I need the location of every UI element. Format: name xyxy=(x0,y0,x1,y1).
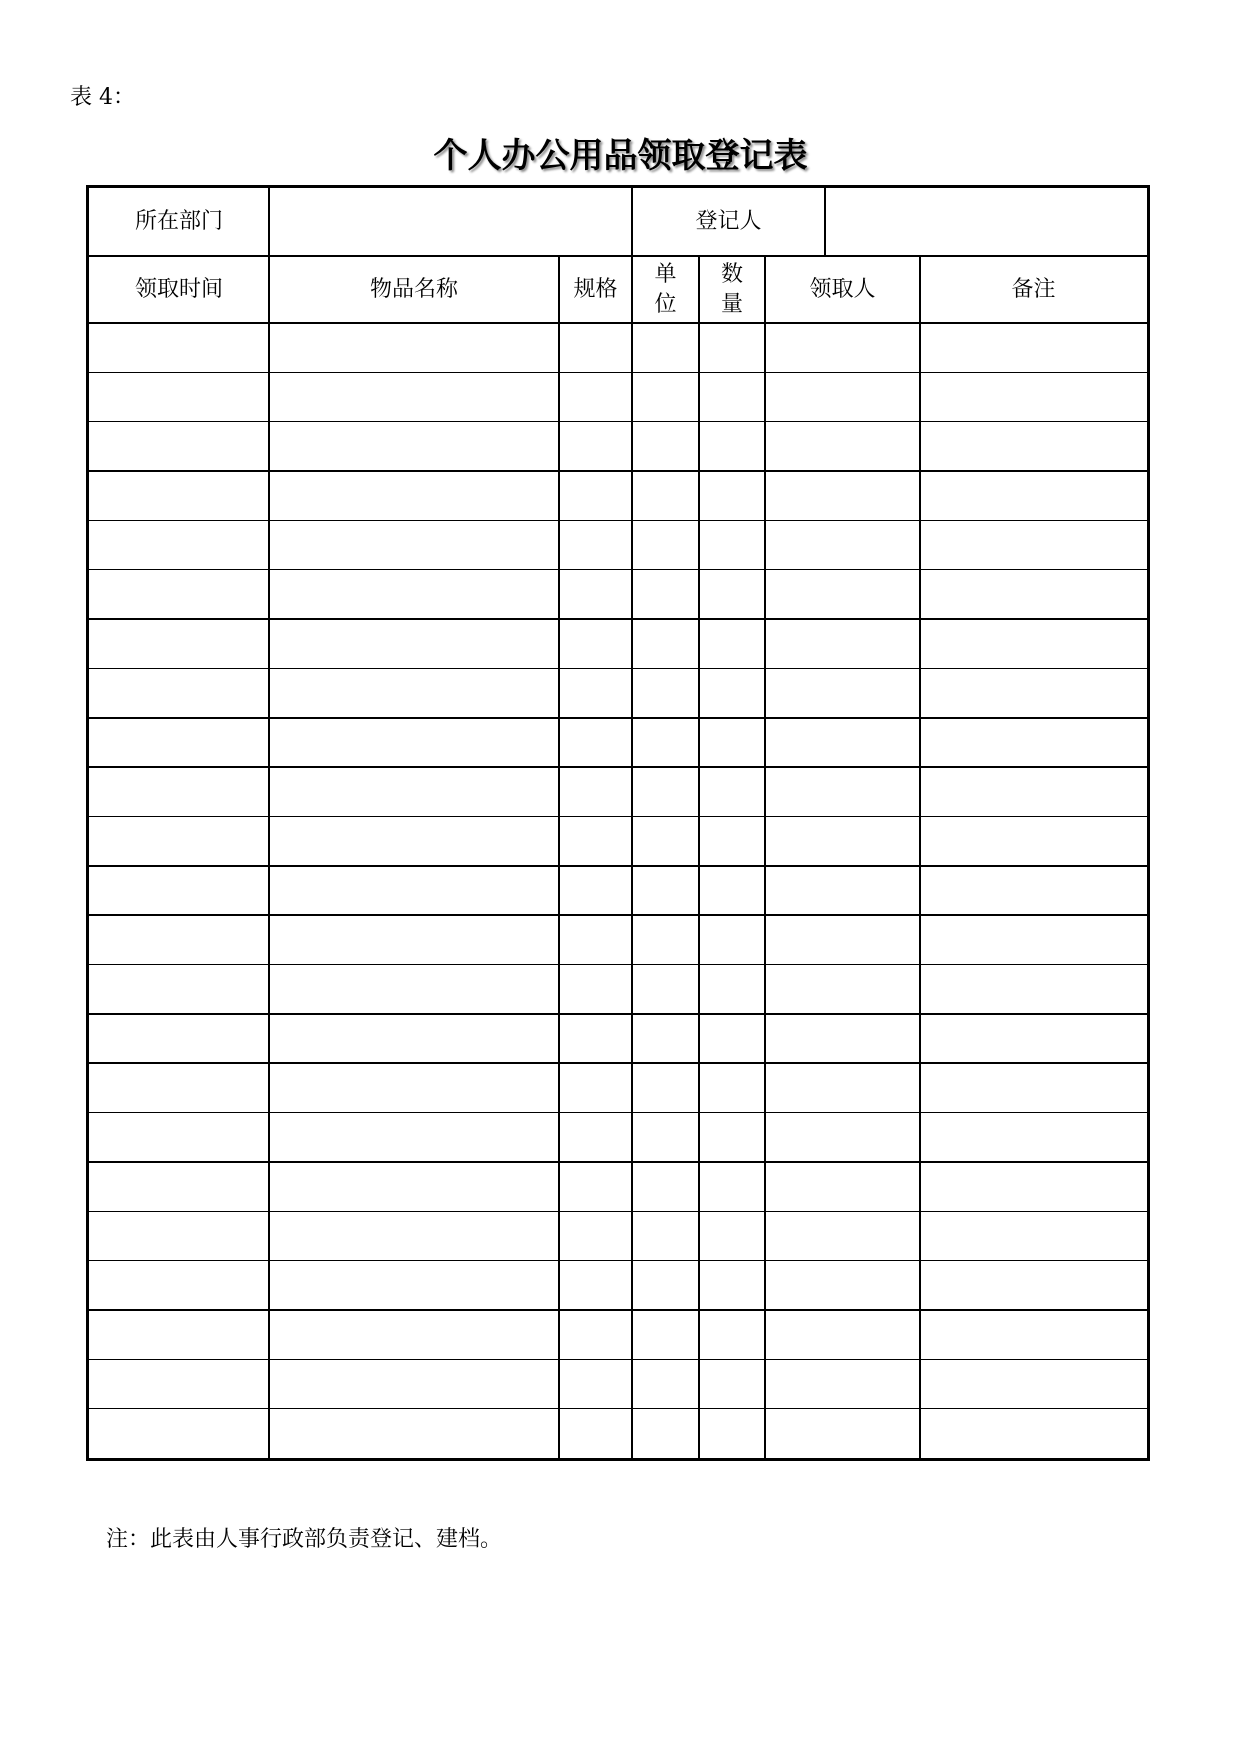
row-21-qty-cell[interactable] xyxy=(699,1310,765,1359)
row-15-remarks-cell[interactable] xyxy=(920,1014,1147,1063)
row-1-time-cell[interactable] xyxy=(89,323,269,372)
row-2-unit-cell[interactable] xyxy=(632,372,699,421)
row-2-remarks-cell[interactable] xyxy=(920,372,1147,421)
row-14-remarks-cell[interactable] xyxy=(920,965,1147,1014)
row-14-item-cell[interactable] xyxy=(269,965,559,1014)
row-10-spec-cell[interactable] xyxy=(559,767,632,816)
footnote: 注：此表由人事行政部负责登记、建档。 xyxy=(106,1527,503,1552)
row-6-unit-cell[interactable] xyxy=(632,570,699,619)
row-11-time-cell[interactable] xyxy=(89,816,269,865)
row-18-spec-cell[interactable] xyxy=(559,1162,632,1211)
row-16-time-cell[interactable] xyxy=(89,1063,269,1112)
row-9-receiver-cell[interactable] xyxy=(765,718,920,767)
row-13-spec-cell[interactable] xyxy=(559,915,632,964)
column-header-spec: 规格 xyxy=(573,276,618,302)
row-19-remarks-cell[interactable] xyxy=(920,1211,1147,1260)
row-16-spec-cell[interactable] xyxy=(559,1063,632,1112)
row-15-time-cell[interactable] xyxy=(89,1014,269,1063)
row-13-receiver-cell[interactable] xyxy=(765,915,920,964)
row-1-receiver-cell[interactable] xyxy=(765,323,920,372)
row-15-qty-cell[interactable] xyxy=(699,1014,765,1063)
row-8-unit-cell[interactable] xyxy=(632,668,699,717)
row-7-time-cell[interactable] xyxy=(89,619,269,668)
row-23-spec-cell[interactable] xyxy=(559,1409,632,1458)
row-6-receiver-cell[interactable] xyxy=(765,570,920,619)
row-16-unit-cell[interactable] xyxy=(632,1063,699,1112)
row-19-unit-cell[interactable] xyxy=(632,1211,699,1260)
row-5-remarks-cell[interactable] xyxy=(920,520,1147,569)
row-8-receiver-cell[interactable] xyxy=(765,668,920,717)
row-22-spec-cell[interactable] xyxy=(559,1359,632,1408)
row-17-item-cell[interactable] xyxy=(269,1113,559,1162)
row-22-remarks-cell[interactable] xyxy=(920,1359,1147,1408)
row-14-qty-cell[interactable] xyxy=(699,965,765,1014)
row-15-spec-cell[interactable] xyxy=(559,1014,632,1063)
row-23-item-cell[interactable] xyxy=(269,1409,559,1458)
row-1-unit-cell[interactable] xyxy=(632,323,699,372)
row-16-remarks-cell[interactable] xyxy=(920,1063,1147,1112)
row-8-remarks-cell[interactable] xyxy=(920,668,1147,717)
row-13-qty-cell[interactable] xyxy=(699,915,765,964)
row-9-spec-cell[interactable] xyxy=(559,718,632,767)
row-10-qty-cell[interactable] xyxy=(699,767,765,816)
row-18-time-cell[interactable] xyxy=(89,1162,269,1211)
column-header-remarks: 备注 xyxy=(1011,276,1056,302)
row-4-remarks-cell[interactable] xyxy=(920,471,1147,520)
registrar-label: 登记人 xyxy=(695,209,762,235)
row-9-unit-cell[interactable] xyxy=(632,718,699,767)
row-11-remarks-cell[interactable] xyxy=(920,816,1147,865)
row-12-unit-cell[interactable] xyxy=(632,866,699,915)
row-23-remarks-cell[interactable] xyxy=(920,1409,1147,1458)
registration-form-table xyxy=(86,185,1150,1461)
row-15-item-cell[interactable] xyxy=(269,1014,559,1063)
row-20-spec-cell[interactable] xyxy=(559,1261,632,1310)
row-11-unit-cell[interactable] xyxy=(632,816,699,865)
row-9-time-cell[interactable] xyxy=(89,718,269,767)
row-5-spec-cell[interactable] xyxy=(559,520,632,569)
row-5-time-cell[interactable] xyxy=(89,520,269,569)
row-12-item-cell[interactable] xyxy=(269,866,559,915)
row-6-spec-cell[interactable] xyxy=(559,570,632,619)
row-13-time-cell[interactable] xyxy=(89,915,269,964)
table-rule xyxy=(631,188,633,256)
row-20-time-cell[interactable] xyxy=(89,1261,269,1310)
row-10-item-cell[interactable] xyxy=(269,767,559,816)
row-22-time-cell[interactable] xyxy=(89,1359,269,1408)
row-2-spec-cell[interactable] xyxy=(559,372,632,421)
row-6-qty-cell[interactable] xyxy=(699,570,765,619)
row-21-spec-cell[interactable] xyxy=(559,1310,632,1359)
row-20-item-cell[interactable] xyxy=(269,1261,559,1310)
row-19-spec-cell[interactable] xyxy=(559,1211,632,1260)
column-header-time: 领取时间 xyxy=(134,276,223,302)
row-23-unit-cell[interactable] xyxy=(632,1409,699,1458)
row-2-qty-cell[interactable] xyxy=(699,372,765,421)
row-8-spec-cell[interactable] xyxy=(559,668,632,717)
row-21-receiver-cell[interactable] xyxy=(765,1310,920,1359)
row-11-qty-cell[interactable] xyxy=(699,816,765,865)
row-7-item-cell[interactable] xyxy=(269,619,559,668)
row-9-item-cell[interactable] xyxy=(269,718,559,767)
table-number: 表 4： xyxy=(70,85,135,110)
row-18-qty-cell[interactable] xyxy=(699,1162,765,1211)
row-1-remarks-cell[interactable] xyxy=(920,323,1147,372)
form-title: 个人办公用品领取登记表 xyxy=(433,136,808,176)
row-1-spec-cell[interactable] xyxy=(559,323,632,372)
row-17-receiver-cell[interactable] xyxy=(765,1113,920,1162)
row-22-unit-cell[interactable] xyxy=(632,1359,699,1408)
row-2-receiver-cell[interactable] xyxy=(765,372,920,421)
row-11-receiver-cell[interactable] xyxy=(765,816,920,865)
row-9-remarks-cell[interactable] xyxy=(920,718,1147,767)
row-6-time-cell[interactable] xyxy=(89,570,269,619)
row-20-remarks-cell[interactable] xyxy=(920,1261,1147,1310)
column-header-receiver: 领取人 xyxy=(809,276,876,302)
row-4-item-cell[interactable] xyxy=(269,471,559,520)
column-header-unit: 单 位 xyxy=(654,261,677,317)
column-header-qty: 数 量 xyxy=(720,261,743,317)
row-9-qty-cell[interactable] xyxy=(699,718,765,767)
row-7-qty-cell[interactable] xyxy=(699,619,765,668)
row-7-spec-cell[interactable] xyxy=(559,619,632,668)
row-4-spec-cell[interactable] xyxy=(559,471,632,520)
row-17-unit-cell[interactable] xyxy=(632,1113,699,1162)
row-14-time-cell[interactable] xyxy=(89,965,269,1014)
row-23-receiver-cell[interactable] xyxy=(765,1409,920,1458)
row-17-spec-cell[interactable] xyxy=(559,1113,632,1162)
row-1-item-cell[interactable] xyxy=(269,323,559,372)
row-17-qty-cell[interactable] xyxy=(699,1113,765,1162)
row-3-time-cell[interactable] xyxy=(89,422,269,471)
row-18-unit-cell[interactable] xyxy=(632,1162,699,1211)
row-23-qty-cell[interactable] xyxy=(699,1409,765,1458)
row-10-remarks-cell[interactable] xyxy=(920,767,1147,816)
column-header-item: 物品名称 xyxy=(369,276,458,302)
row-2-time-cell[interactable] xyxy=(89,372,269,421)
row-4-time-cell[interactable] xyxy=(89,471,269,520)
row-18-remarks-cell[interactable] xyxy=(920,1162,1147,1211)
row-11-spec-cell[interactable] xyxy=(559,816,632,865)
row-22-item-cell[interactable] xyxy=(269,1359,559,1408)
row-12-remarks-cell[interactable] xyxy=(920,866,1147,915)
row-16-item-cell[interactable] xyxy=(269,1063,559,1112)
row-2-item-cell[interactable] xyxy=(269,372,559,421)
row-22-receiver-cell[interactable] xyxy=(765,1359,920,1408)
row-3-remarks-cell[interactable] xyxy=(920,422,1147,471)
row-13-unit-cell[interactable] xyxy=(632,915,699,964)
row-8-time-cell[interactable] xyxy=(89,668,269,717)
row-14-receiver-cell[interactable] xyxy=(765,965,920,1014)
row-16-qty-cell[interactable] xyxy=(699,1063,765,1112)
row-10-time-cell[interactable] xyxy=(89,767,269,816)
row-12-receiver-cell[interactable] xyxy=(765,866,920,915)
row-8-item-cell[interactable] xyxy=(269,668,559,717)
row-3-item-cell[interactable] xyxy=(269,422,559,471)
row-13-remarks-cell[interactable] xyxy=(920,915,1147,964)
row-6-remarks-cell[interactable] xyxy=(920,570,1147,619)
row-5-item-cell[interactable] xyxy=(269,520,559,569)
registrar-field[interactable] xyxy=(825,188,1147,256)
row-1-qty-cell[interactable] xyxy=(699,323,765,372)
row-12-time-cell[interactable] xyxy=(89,866,269,915)
row-5-unit-cell[interactable] xyxy=(632,520,699,569)
row-13-item-cell[interactable] xyxy=(269,915,559,964)
row-12-qty-cell[interactable] xyxy=(699,866,765,915)
row-3-receiver-cell[interactable] xyxy=(765,422,920,471)
row-15-receiver-cell[interactable] xyxy=(765,1014,920,1063)
row-12-spec-cell[interactable] xyxy=(559,866,632,915)
row-20-qty-cell[interactable] xyxy=(699,1261,765,1310)
row-14-spec-cell[interactable] xyxy=(559,965,632,1014)
row-4-unit-cell[interactable] xyxy=(632,471,699,520)
row-19-item-cell[interactable] xyxy=(269,1211,559,1260)
row-17-remarks-cell[interactable] xyxy=(920,1113,1147,1162)
row-3-unit-cell[interactable] xyxy=(632,422,699,471)
table-rule xyxy=(268,188,270,256)
row-22-qty-cell[interactable] xyxy=(699,1359,765,1408)
row-10-receiver-cell[interactable] xyxy=(765,767,920,816)
row-8-qty-cell[interactable] xyxy=(699,668,765,717)
row-21-remarks-cell[interactable] xyxy=(920,1310,1147,1359)
row-19-qty-cell[interactable] xyxy=(699,1211,765,1260)
row-19-receiver-cell[interactable] xyxy=(765,1211,920,1260)
row-20-unit-cell[interactable] xyxy=(632,1261,699,1310)
department-label: 所在部门 xyxy=(134,209,223,235)
row-17-time-cell[interactable] xyxy=(89,1113,269,1162)
table-rule xyxy=(824,188,826,256)
row-21-item-cell[interactable] xyxy=(269,1310,559,1359)
row-21-unit-cell[interactable] xyxy=(632,1310,699,1359)
row-16-receiver-cell[interactable] xyxy=(765,1063,920,1112)
row-21-time-cell[interactable] xyxy=(89,1310,269,1359)
row-6-item-cell[interactable] xyxy=(269,570,559,619)
department-field[interactable] xyxy=(269,188,632,256)
row-7-remarks-cell[interactable] xyxy=(920,619,1147,668)
row-18-item-cell[interactable] xyxy=(269,1162,559,1211)
row-19-time-cell[interactable] xyxy=(89,1211,269,1260)
row-3-qty-cell[interactable] xyxy=(699,422,765,471)
row-11-item-cell[interactable] xyxy=(269,816,559,865)
row-5-qty-cell[interactable] xyxy=(699,520,765,569)
row-15-unit-cell[interactable] xyxy=(632,1014,699,1063)
row-4-qty-cell[interactable] xyxy=(699,471,765,520)
row-4-receiver-cell[interactable] xyxy=(765,471,920,520)
row-23-time-cell[interactable] xyxy=(89,1409,269,1458)
row-7-receiver-cell[interactable] xyxy=(765,619,920,668)
row-5-receiver-cell[interactable] xyxy=(765,520,920,569)
row-18-receiver-cell[interactable] xyxy=(765,1162,920,1211)
row-20-receiver-cell[interactable] xyxy=(765,1261,920,1310)
row-14-unit-cell[interactable] xyxy=(632,965,699,1014)
row-10-unit-cell[interactable] xyxy=(632,767,699,816)
row-3-spec-cell[interactable] xyxy=(559,422,632,471)
row-7-unit-cell[interactable] xyxy=(632,619,699,668)
